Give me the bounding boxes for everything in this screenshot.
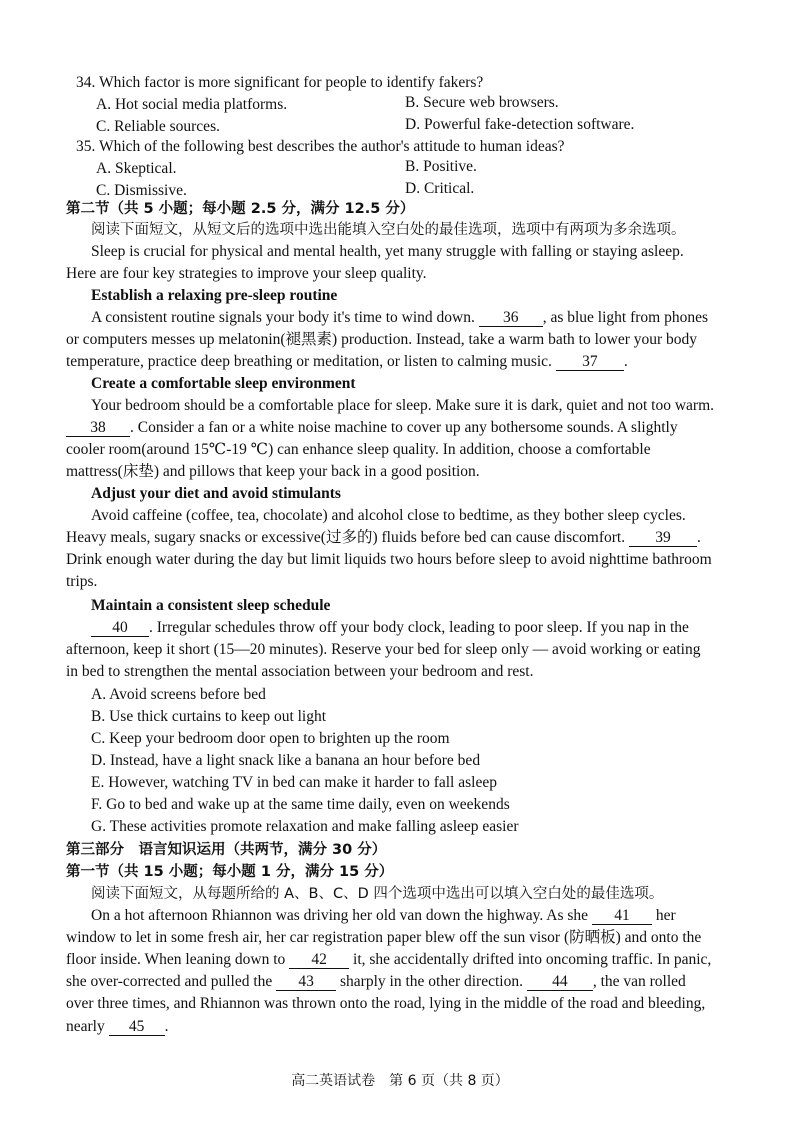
cloze-line5: over three times, and Rhiannon was thrown onto the road, lying in the middle of the road and bleeding, <box>66 995 706 1012</box>
section2-heading: 第二节（共 5 小题；每小题 2.5 分，满分 12.5 分） <box>66 201 415 217</box>
passage-heading-environment: Create a comfortable sleep environment <box>91 375 356 392</box>
option-c: C. Keep your bedroom door open to brighten up the room <box>91 730 450 747</box>
blank-37[interactable]: 37 <box>556 353 624 371</box>
paragraph2-line2: 38 . Consider a fan or a white noise machine to cover up any bothersome sounds. A slightly <box>66 418 678 438</box>
option-a: A. Avoid screens before bed <box>91 686 266 703</box>
paragraph4-line1: 40 . Irregular schedules throw off your body clock, leading to poor sleep. If you nap in the <box>91 618 689 638</box>
passage-intro-line2: Here are four key strategies to improve your sleep quality. <box>66 265 427 282</box>
paragraph3-line3: Drink enough water during the day but limit liquids two hours before sleep to avoid nighttime bathroom <box>66 551 712 568</box>
passage-heading-routine: Establish a relaxing pre-sleep routine <box>91 287 338 304</box>
paragraph1-line3: temperature, practice deep breathing or meditation, or listen to calming music. 37 . <box>66 353 628 370</box>
part3-subheading: 第一节（共 15 小题；每小题 1 分，满分 15 分） <box>66 864 394 880</box>
q34-stem: 34. Which factor is more significant for people to identify fakers? <box>76 74 484 91</box>
q34-option-c: C. Reliable sources. <box>96 118 220 135</box>
paragraph2-line3: cooler room(around 15℃-19 ℃) can enhance sleep quality. In addition, choose a comfortable <box>66 441 651 458</box>
paragraph3-line4: trips. <box>66 573 98 590</box>
option-f: F. Go to bed and wake up at the same time daily, even on weekends <box>91 796 510 813</box>
paragraph2-line4: mattress(床垫) and pillows that keep your back in a good position. <box>66 463 480 480</box>
q35-option-b: B. Positive. <box>405 158 477 175</box>
blank-36[interactable]: 36 <box>479 309 543 327</box>
q35-option-d: D. Critical. <box>405 180 475 197</box>
option-e: E. However, watching TV in bed can make it harder to fall asleep <box>91 774 497 791</box>
paragraph4-line3: in bed to strengthen the mental association between your bedroom and rest. <box>66 663 534 680</box>
page-footer: 高二英语试卷 第 6 页（共 8 页） <box>291 1073 509 1089</box>
blank-44[interactable]: 44 <box>527 973 593 991</box>
blank-38[interactable]: 38 <box>66 419 130 437</box>
paragraph2-line1: Your bedroom should be a comfortable place for sleep. Make sure it is dark, quiet and not too warm. <box>91 397 715 414</box>
paragraph3-line2: Heavy meals, sugary snacks or excessive(过多的) fluids before bed can cause discomfort. 39 . <box>66 529 701 546</box>
paragraph1-line1: A consistent routine signals your body it's time to wind down. 36 , as blue light from phones <box>91 309 709 326</box>
blank-39[interactable]: 39 <box>629 529 697 547</box>
blank-45[interactable]: 45 <box>109 1018 165 1036</box>
blank-40[interactable]: 40 <box>91 619 149 637</box>
paragraph1-line2: or computers messes up melatonin(褪黑素) production. Instead, take a warm bath to lower your body <box>66 331 698 348</box>
cloze-line1: On a hot afternoon Rhiannon was driving her old van down the highway. As she 41 her <box>91 907 676 924</box>
q34-option-a: A. Hot social media platforms. <box>96 96 288 113</box>
option-d: D. Instead, have a light snack like a banana an hour before bed <box>91 752 481 769</box>
part3-heading: 第三部分 语言知识运用（共两节，满分 30 分） <box>66 842 387 858</box>
passage-intro-line1: Sleep is crucial for physical and mental health, yet many struggle with falling or staying asleep. <box>91 243 684 260</box>
blank-43[interactable]: 43 <box>276 973 336 991</box>
q35-option-c: C. Dismissive. <box>96 182 187 199</box>
passage-heading-schedule: Maintain a consistent sleep schedule <box>91 597 331 614</box>
q35-stem: 35. Which of the following best describes the author's attitude to human ideas? <box>76 138 565 155</box>
part3-instruction: 阅读下面短文，从每题所给的 A、B、C、D 四个选项中选出可以填入空白处的最佳选项。 <box>91 886 664 902</box>
option-g: G. These activities promote relaxation and make falling asleep easier <box>91 818 519 835</box>
cloze-line4: she over-corrected and pulled the 43 sharply in the other direction. 44 , the van rolled <box>66 973 686 990</box>
option-b: B. Use thick curtains to keep out light <box>91 708 327 725</box>
q35-option-a: A. Skeptical. <box>96 160 177 177</box>
paragraph3-line1: Avoid caffeine (coffee, tea, chocolate) and alcohol close to bedtime, as they bother sleep cycles. <box>91 507 686 524</box>
cloze-line2: window to let in some fresh air, her car registration paper blew off the sun visor (防晒板) and onto the <box>66 929 702 946</box>
blank-41[interactable]: 41 <box>592 907 652 925</box>
blank-42[interactable]: 42 <box>289 951 349 969</box>
q34-option-b: B. Secure web browsers. <box>405 94 559 111</box>
q34-option-d: D. Powerful fake-detection software. <box>405 116 635 133</box>
paragraph4-line2: afternoon, keep it short (15—20 minutes). Reserve your bed for sleep only — avoid working or eating <box>66 641 701 658</box>
passage-heading-diet: Adjust your diet and avoid stimulants <box>91 485 341 502</box>
cloze-line6: nearly 45 . <box>66 1018 169 1035</box>
cloze-line3: floor inside. When leaning down to 42 it, she accidentally drifted into oncoming traffic. In panic, <box>66 951 712 968</box>
section2-instruction: 阅读下面短文，从短文后的选项中选出能填入空白处的最佳选项，选项中有两项为多余选项。 <box>91 222 686 238</box>
